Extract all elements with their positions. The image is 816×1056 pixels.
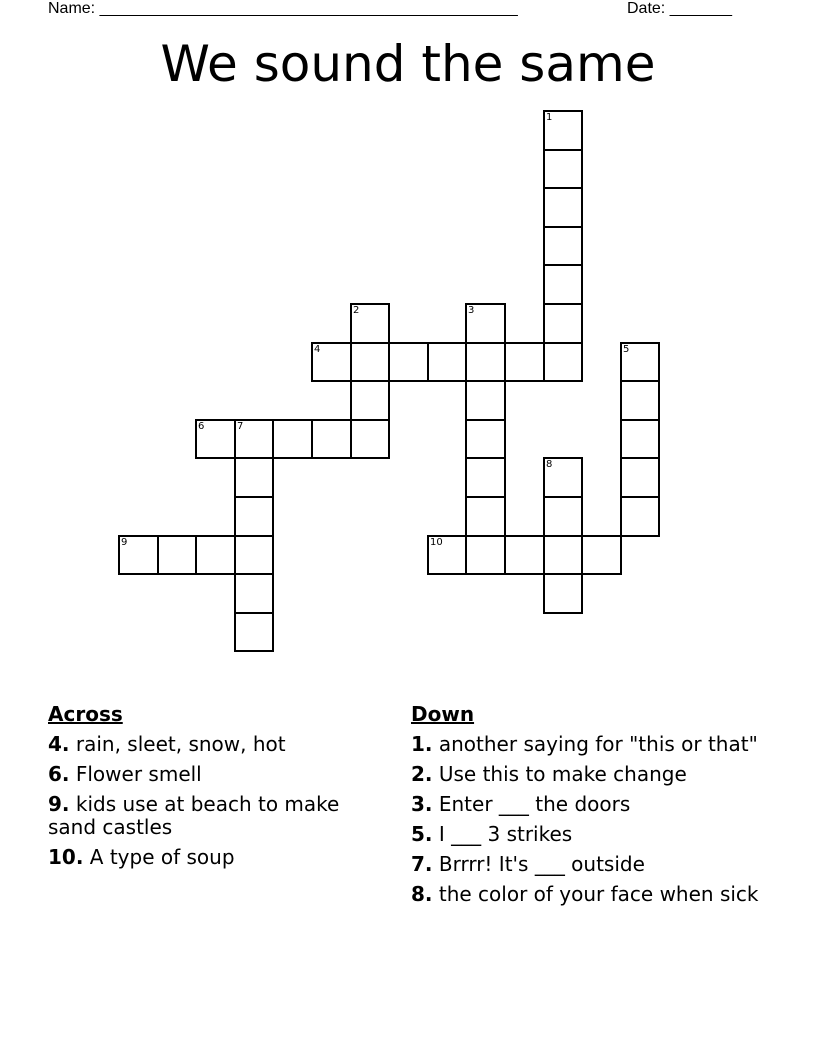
down-clue-3 (411, 793, 761, 816)
grid-cell[interactable] (350, 380, 390, 421)
clue-number: 8. (411, 882, 433, 906)
clue-text: Brrrr! It's ___ outside (432, 852, 645, 876)
grid-cell[interactable] (195, 535, 236, 575)
grid-cell[interactable] (620, 342, 660, 382)
down-clue-1 (411, 733, 761, 756)
grid-cell[interactable] (465, 457, 506, 498)
grid-cell[interactable] (543, 303, 583, 344)
grid-cell[interactable] (272, 419, 313, 459)
grid-cell[interactable] (465, 303, 506, 344)
grid-cell[interactable] (543, 226, 583, 266)
name-field: Name: _______________________________________________ (48, 0, 518, 17)
grid-cell[interactable] (620, 380, 660, 421)
grid-cell[interactable] (234, 612, 274, 652)
down-clues (411, 703, 761, 913)
grid-cell[interactable] (234, 457, 274, 498)
down-heading: Down (411, 702, 475, 726)
grid-cell[interactable] (350, 419, 390, 459)
across-clue-10 (48, 846, 378, 869)
grid-cell[interactable] (118, 535, 159, 575)
cell-number: 4 (314, 344, 321, 355)
clue-text: Flower smell (69, 762, 202, 786)
clue-text: the color of your face when sick (432, 882, 759, 906)
clue-text: rain, sleet, snow, hot (69, 732, 286, 756)
cell-number: 5 (623, 344, 630, 355)
grid-cell[interactable] (350, 342, 390, 382)
grid-cell[interactable] (504, 342, 545, 382)
grid-cell[interactable] (195, 419, 236, 459)
grid-cell[interactable] (388, 342, 429, 382)
grid-cell[interactable] (234, 419, 274, 459)
grid-cell[interactable] (465, 535, 506, 575)
across-clue-9 (48, 793, 378, 839)
across-clues (48, 703, 378, 876)
clue-number: 1. (411, 732, 433, 756)
grid-cell[interactable] (234, 496, 274, 537)
grid-cell[interactable] (543, 535, 583, 575)
clue-text: kids use at beach to make sand castles (48, 792, 340, 839)
grid-cell[interactable] (543, 496, 583, 537)
grid-cell[interactable] (543, 573, 583, 614)
cell-number: 7 (237, 421, 244, 432)
clue-text: Use this to make change (432, 762, 687, 786)
puzzle-title: We sound the same (160, 35, 656, 93)
clue-text: A type of soup (83, 845, 235, 869)
grid-cell[interactable] (427, 342, 467, 382)
clue-number: 7. (411, 852, 433, 876)
cell-number: 3 (468, 305, 475, 316)
across-clue-6 (48, 763, 378, 786)
clue-number: 5. (411, 822, 433, 846)
grid-cell[interactable] (543, 187, 583, 228)
grid-cell[interactable] (543, 149, 583, 189)
across-heading: Across (48, 702, 123, 726)
cell-number: 9 (121, 537, 128, 548)
grid-cell[interactable] (543, 110, 583, 151)
clue-number: 4. (48, 732, 70, 756)
clue-number: 2. (411, 762, 433, 786)
clue-number: 6. (48, 762, 70, 786)
clue-number: 3. (411, 792, 433, 816)
grid-cell[interactable] (504, 535, 545, 575)
grid-cell[interactable] (465, 419, 506, 459)
grid-cell[interactable] (311, 419, 352, 459)
grid-cell[interactable] (543, 457, 583, 498)
cell-number: 8 (546, 459, 553, 470)
clue-text: I ___ 3 strikes (432, 822, 573, 846)
clue-text: Enter ___ the doors (432, 792, 631, 816)
grid-cell[interactable] (465, 496, 506, 537)
down-clue-7 (411, 853, 761, 876)
down-clue-5 (411, 823, 761, 846)
grid-cell[interactable] (427, 535, 467, 575)
down-clue-8 (411, 883, 761, 906)
cell-number: 6 (198, 421, 205, 432)
date-field: Date: _______ (627, 0, 732, 17)
down-clue-2 (411, 763, 761, 786)
cell-number: 10 (430, 537, 443, 548)
grid-cell[interactable] (234, 573, 274, 614)
grid-cell[interactable] (620, 496, 660, 537)
grid-cell[interactable] (465, 380, 506, 421)
cell-number: 2 (353, 305, 360, 316)
grid-cell[interactable] (157, 535, 197, 575)
grid-cell[interactable] (543, 264, 583, 305)
grid-cell[interactable] (620, 419, 660, 459)
grid-cell[interactable] (543, 342, 583, 382)
grid-cell[interactable] (234, 535, 274, 575)
clue-number: 10. (48, 845, 84, 869)
cell-number: 1 (546, 112, 553, 123)
grid-cell[interactable] (465, 342, 506, 382)
grid-cell[interactable] (350, 303, 390, 344)
across-clue-4 (48, 733, 378, 756)
grid-cell[interactable] (311, 342, 352, 382)
grid-cell[interactable] (620, 457, 660, 498)
clue-text: another saying for "this or that" (432, 732, 758, 756)
grid-cell[interactable] (581, 535, 622, 575)
clue-number: 9. (48, 792, 70, 816)
